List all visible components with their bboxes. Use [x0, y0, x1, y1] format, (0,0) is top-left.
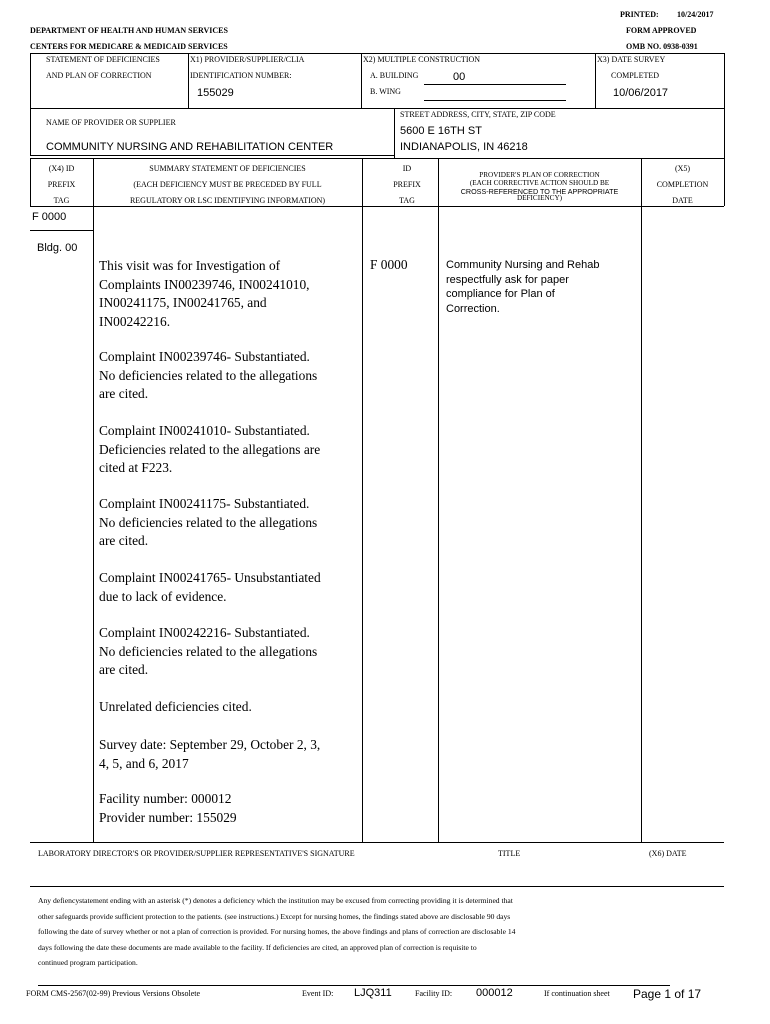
disclaimer-line: Any defiencystatement ending with an asterisk (*) denotes a deficiency which the institution may be excused from correcting providing it is determined that	[38, 896, 513, 905]
facility-id-value: 000012	[476, 987, 513, 999]
summary-paragraph-3	[99, 422, 354, 478]
summary-header-1: SUMMARY STATEMENT OF DEFICIENCIES	[149, 164, 306, 173]
plan-line: Correction.	[446, 302, 500, 315]
x5-header-3: DATE	[672, 196, 693, 205]
id-header-1: ID	[402, 164, 412, 173]
survey-completed-date: 10/06/2017	[613, 87, 669, 99]
summary-line: Complaint IN00239746- Substantiated.	[99, 349, 310, 364]
right-prefix-tag: F 0000	[370, 257, 408, 272]
summary-line: cited at F223.	[99, 460, 173, 475]
x4-header-2: PREFIX	[47, 180, 76, 189]
id-header-3: TAG	[399, 196, 415, 205]
address-line-2: INDIANAPOLIS, IN 46218	[400, 141, 528, 153]
summary-line: are cited.	[99, 386, 149, 401]
signature-label: LABORATORY DIRECTOR'S OR PROVIDER/SUPPLIER REPRESENTATIVE'S SIGNATURE	[38, 849, 355, 858]
summary-paragraph-1	[99, 257, 354, 331]
plan-line: compliance for Plan of	[446, 288, 555, 300]
summary-header-2: (EACH DEFICIENCY MUST BE PRECEDED BY FULL	[133, 180, 322, 189]
x2-label: X2) MULTIPLE CONSTRUCTION	[363, 55, 481, 64]
summary-line: This visit was for Investigation of	[99, 258, 281, 273]
top-box-border	[30, 53, 724, 54]
continuation-label: If continuation sheet	[544, 989, 610, 998]
title-label: TITLE	[498, 849, 521, 858]
summary-paragraph-2	[99, 348, 354, 404]
building-label: A. BUILDING	[370, 71, 419, 80]
disclaimer-line: continued program participation.	[38, 958, 138, 968]
disclaimer-line: days following the date these documents are made available to the facility. If deficiencies are cited, an approved plan of correction is requisite to	[38, 942, 477, 952]
agency-name: CENTERS FOR MEDICARE & MEDICAID SERVICES	[30, 42, 228, 51]
x4-header-1: (X4) ID	[48, 164, 75, 173]
provider-name-label: NAME OF PROVIDER OR SUPPLIER	[46, 118, 176, 127]
plan-line: Community Nursing and Rehab	[446, 259, 600, 271]
plan-header-3: CROSS-REFERENCED TO THE APPROPRIATE	[460, 187, 619, 196]
col-divider-3	[438, 158, 439, 842]
footer-rule	[38, 985, 670, 986]
summary-line: No deficiencies related to the allegations	[99, 514, 318, 530]
x2-divider	[361, 53, 362, 108]
form-number: FORM CMS-2567(02-99) Previous Versions Obsolete	[26, 989, 201, 998]
name-box-bottom	[30, 155, 394, 156]
summary-line: Provider number: 155029	[99, 809, 237, 825]
plan-header-4: DEFICIENCY)	[516, 194, 563, 202]
page-number: Page 1 of 17	[633, 987, 702, 1001]
summary-paragraph-6	[99, 624, 354, 680]
printed-label: PRINTED:	[620, 10, 659, 19]
summary-line: are cited.	[99, 533, 149, 548]
x6-date-label: (X6) DATE	[649, 849, 687, 858]
right-border	[724, 53, 725, 206]
wing-label: B. WING	[370, 87, 401, 96]
address-line-1: 5600 E 16TH ST	[400, 125, 482, 137]
summary-paragraph-8	[99, 736, 354, 773]
summary-line: Complaint IN00241010- Substantiated.	[99, 423, 310, 438]
building-underline	[424, 84, 566, 85]
provider-id-number: 155029	[197, 87, 234, 99]
summary-paragraph-7	[99, 698, 354, 717]
col-divider-4	[641, 158, 642, 842]
summary-header-3: REGULATORY OR LSC IDENTIFYING INFORMATION)	[129, 196, 326, 205]
printed-date: 10/24/2017	[677, 10, 714, 19]
summary-line: IN00241175, IN00241765, and	[99, 295, 267, 310]
x3-divider	[595, 53, 596, 108]
x3-label-2: COMPLETED	[611, 71, 659, 80]
summary-line: Facility number: 000012	[99, 791, 232, 806]
plan-header-2: (EACH CORRECTIVE ACTION SHOULD BE	[469, 179, 610, 187]
tag-row-divider	[30, 230, 93, 231]
x1-label-1: X1) PROVIDER/SUPPLIER/CLIA	[190, 55, 305, 64]
summary-line: are cited.	[99, 662, 149, 677]
col-divider-1	[93, 158, 94, 842]
disclaimer-text	[38, 893, 515, 971]
x5-header-2: COMPLETION	[656, 180, 709, 189]
left-border	[30, 53, 31, 155]
statement-label-1: STATEMENT OF DEFICIENCIES	[46, 55, 160, 64]
x1-label-2: IDENTIFICATION NUMBER:	[190, 71, 292, 80]
statement-label-2: AND PLAN OF CORRECTION	[46, 71, 152, 80]
summary-paragraph-9	[99, 790, 354, 827]
summary-line: IN00242216.	[99, 313, 171, 329]
summary-line: Complaint IN00241765- Unsubstantiated	[99, 570, 321, 585]
top-box-divider	[30, 108, 724, 109]
summary-line: Survey date: September 29, October 2, 3,	[99, 737, 321, 752]
department-name: DEPARTMENT OF HEALTH AND HUMAN SERVICES	[30, 26, 228, 35]
plan-header-1: PROVIDER'S PLAN OF CORRECTION	[479, 171, 600, 179]
summary-line: Complaint IN00242216- Substantiated.	[99, 625, 310, 640]
x1-divider	[188, 53, 189, 108]
col-divider-2	[362, 158, 363, 842]
disclaimer-line: other safeguards provide sufficient protection to the patients. (see instructions.) Except for nursing homes, the findings stated above are disclosable 90 days	[38, 911, 511, 921]
building-value: 00	[453, 71, 466, 83]
event-id-label: Event ID:	[302, 989, 334, 998]
summary-line: No deficiencies related to the allegations	[99, 643, 318, 659]
facility-id-label: Facility ID:	[415, 989, 453, 998]
summary-line: 4, 5, and 6, 2017	[99, 755, 189, 771]
provider-name: COMMUNITY NURSING AND REHABILITATION CENTER	[46, 141, 334, 153]
summary-line: No deficiencies related to the allegations	[99, 367, 318, 383]
summary-line: due to lack of evidence.	[99, 588, 227, 604]
address-divider	[394, 108, 395, 158]
building-tag: Bldg. 00	[37, 242, 78, 254]
x4-header-3: TAG	[53, 196, 70, 205]
address-label: STREET ADDRESS, CITY, STATE, ZIP CODE	[400, 110, 556, 119]
wing-underline	[424, 100, 566, 101]
form-approved: FORM APPROVED	[626, 26, 697, 35]
summary-line: Unrelated deficiencies cited.	[99, 699, 252, 714]
omb-number: OMB NO. 0938-0391	[626, 42, 698, 51]
event-id-value: LJQ311	[354, 987, 392, 999]
column-header-bottom	[30, 206, 724, 207]
left-prefix-tag: F 0000	[32, 211, 67, 223]
signature-row-top	[30, 842, 724, 843]
summary-line: Complaint IN00241175- Substantiated.	[99, 496, 310, 511]
plan-of-correction-text	[446, 258, 599, 316]
summary-line: Deficiencies related to the allegations are	[99, 441, 321, 457]
disclaimer-line: following the date of survey whether or not a plan of correction is provided. For nursing homes, the above findings and plans of correction are disclosable 14	[38, 927, 516, 937]
signature-row-bottom	[30, 886, 724, 887]
column-header-top	[30, 158, 724, 159]
x3-label-1: X3) DATE SURVEY	[597, 55, 666, 64]
x5-header-1: (X5)	[674, 164, 691, 173]
id-header-2: PREFIX	[393, 180, 421, 189]
plan-line: respectfully ask for paper	[446, 273, 569, 286]
summary-paragraph-5	[99, 569, 354, 606]
summary-line: Complaints IN00239746, IN00241010,	[99, 276, 310, 292]
summary-paragraph-4	[99, 495, 354, 551]
